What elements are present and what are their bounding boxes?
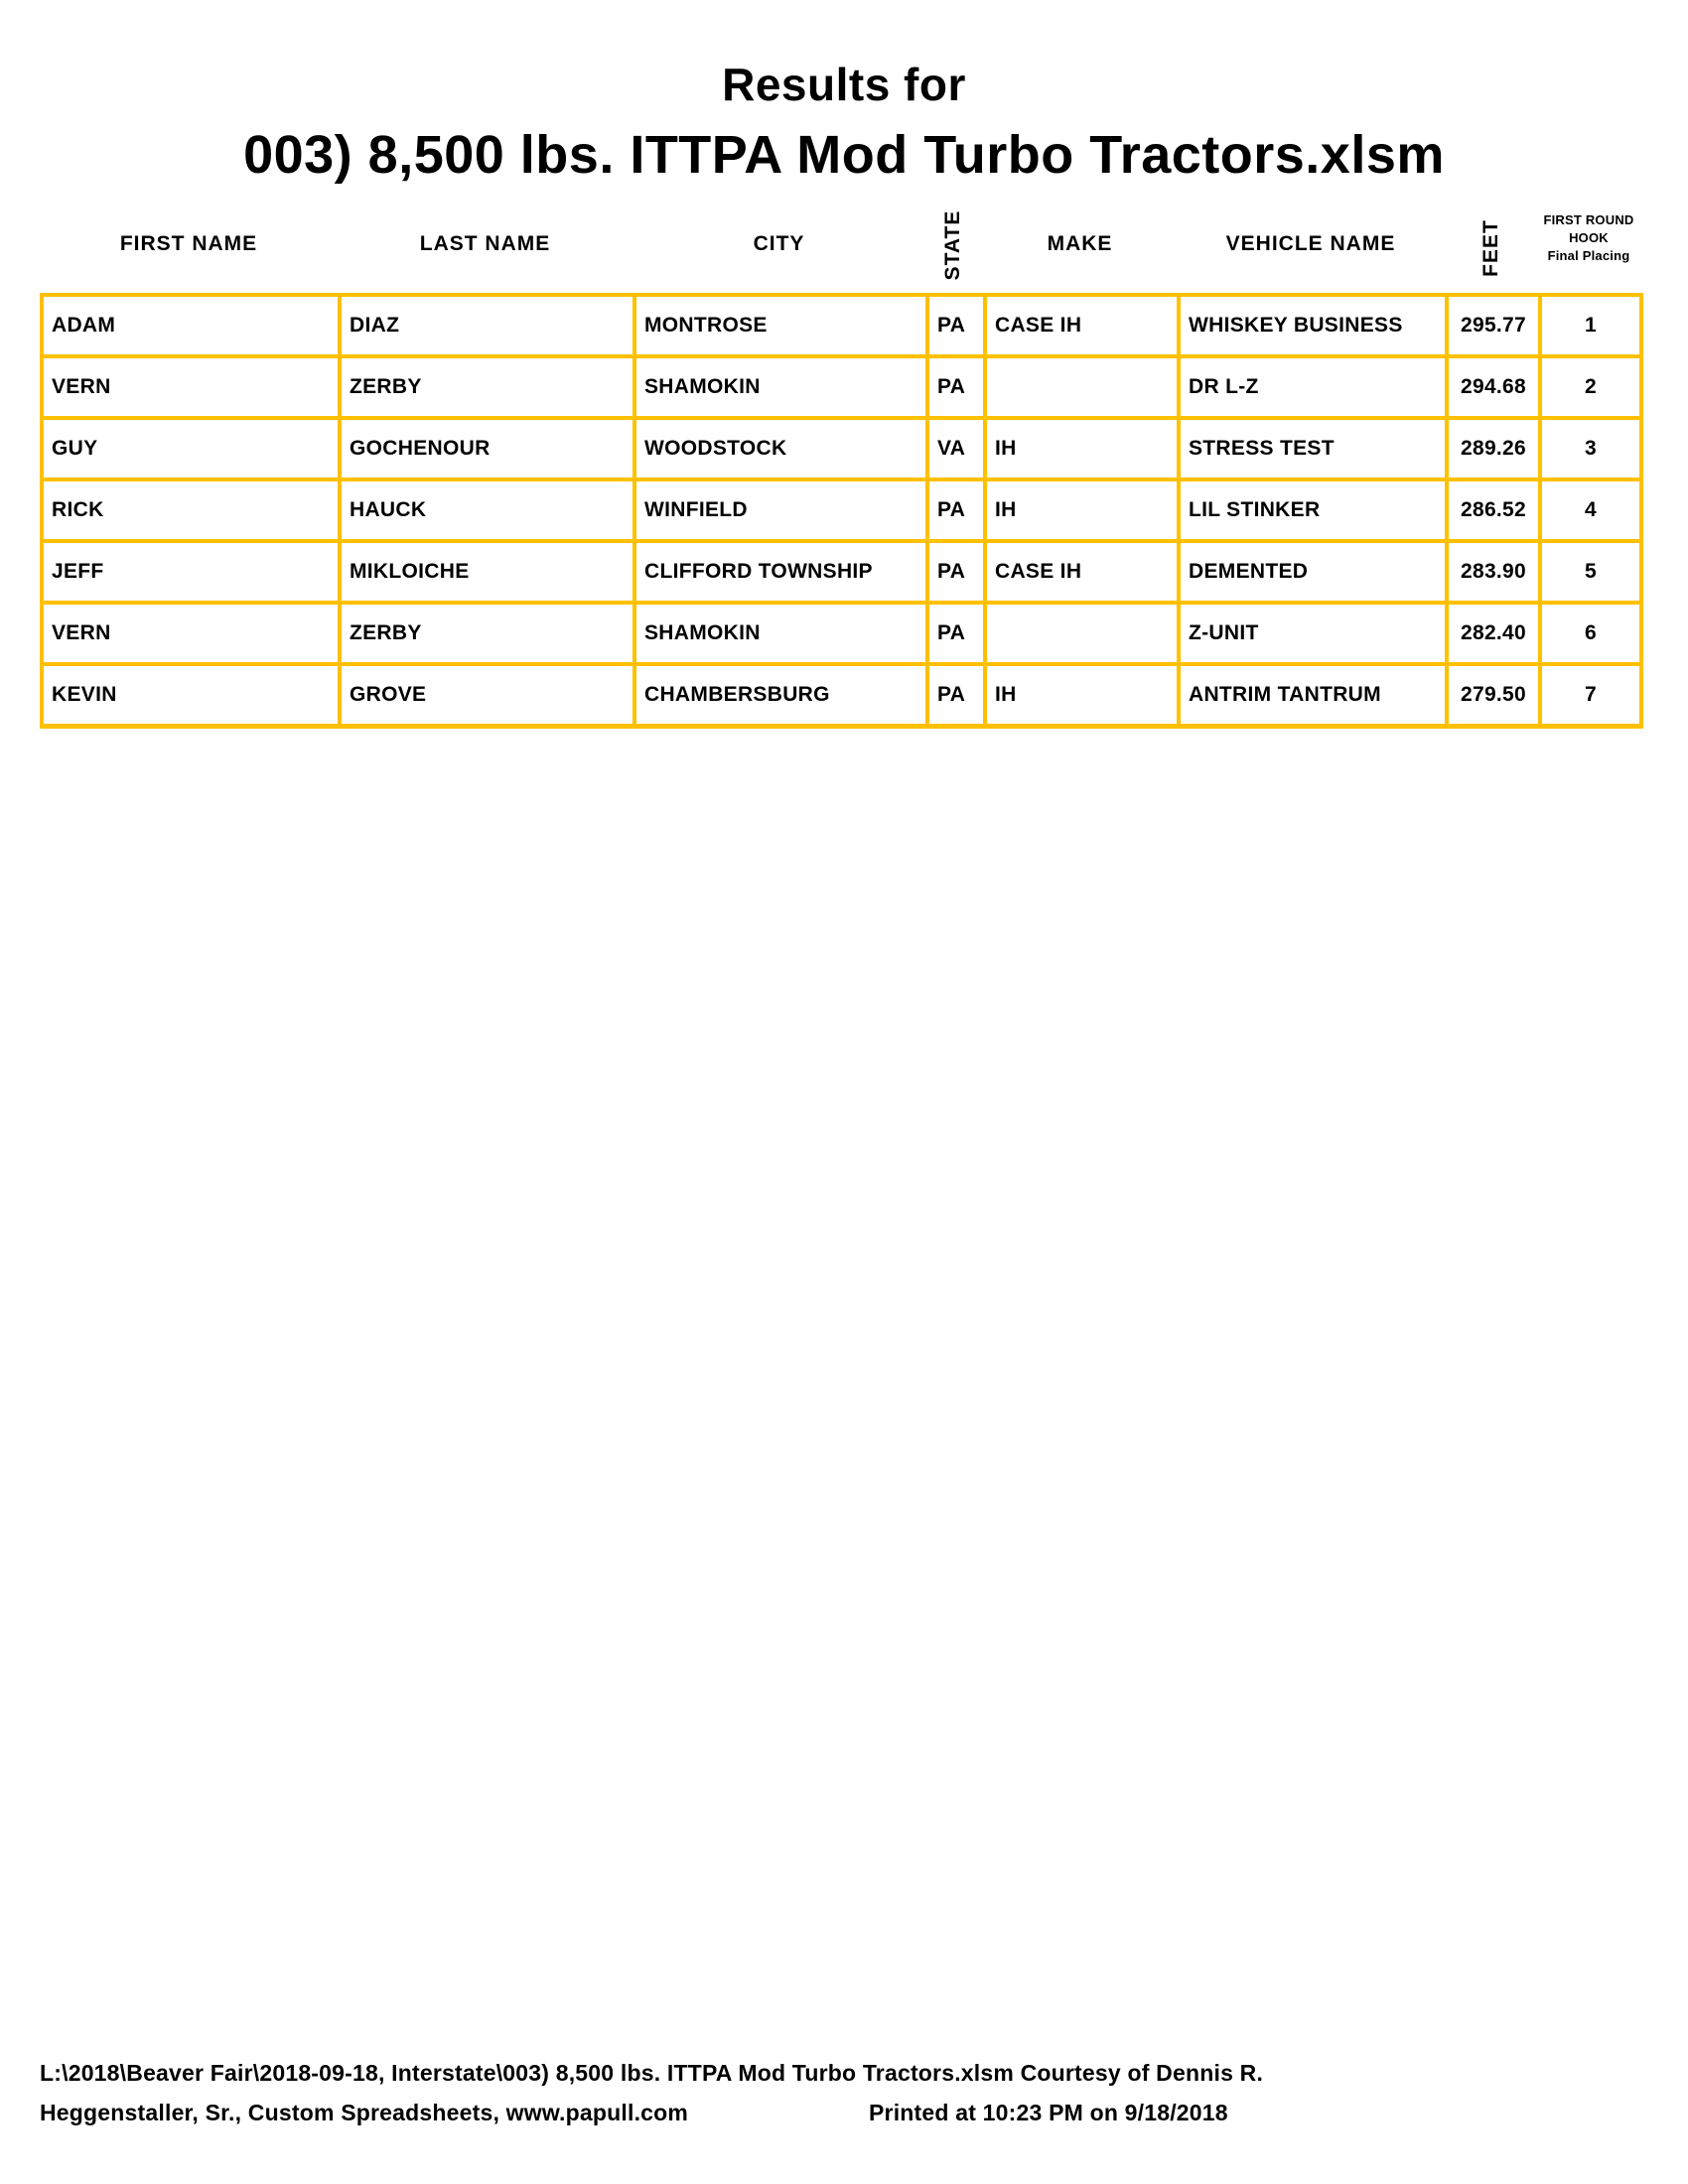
- cell-make: IH: [985, 418, 1179, 479]
- cell-feet: 294.68: [1447, 356, 1540, 418]
- column-header-feet: FEET: [1479, 219, 1502, 277]
- cell-feet: 282.40: [1447, 603, 1540, 664]
- page-footer: [40, 2053, 1648, 2132]
- cell-last-name: GOCHENOUR: [340, 418, 634, 479]
- cell-city: CLIFFORD TOWNSHIP: [634, 541, 927, 603]
- cell-state: PA: [927, 664, 985, 727]
- cell-feet: 295.77: [1447, 295, 1540, 356]
- table-row: [42, 664, 1641, 727]
- column-header-placing: [1538, 211, 1639, 265]
- cell-first-name: RICK: [42, 479, 340, 541]
- report-title: Results for: [722, 59, 966, 110]
- cell-first-name: JEFF: [42, 541, 340, 603]
- cell-placing: 2: [1540, 356, 1641, 418]
- report-subtitle-filename: 003) 8,500 lbs. ITTPA Mod Turbo Tractors.xlsm: [243, 125, 1445, 185]
- cell-first-name: VERN: [42, 356, 340, 418]
- cell-state: PA: [927, 603, 985, 664]
- column-header-last-name: LAST NAME: [419, 232, 551, 255]
- cell-city: SHAMOKIN: [634, 356, 927, 418]
- cell-state: PA: [927, 356, 985, 418]
- cell-make: IH: [985, 664, 1179, 727]
- footer-printed-timestamp: Printed at 10:23 PM on 9/18/2018: [869, 2100, 1228, 2125]
- cell-placing: 7: [1540, 664, 1641, 727]
- cell-vehicle-name: LIL STINKER: [1179, 479, 1447, 541]
- cell-vehicle-name: WHISKEY BUSINESS: [1179, 295, 1447, 356]
- table-row: [42, 356, 1641, 418]
- cell-feet: 283.90: [1447, 541, 1540, 603]
- column-header-placing-line3: Final Placing: [1547, 248, 1630, 263]
- cell-city: MONTROSE: [634, 295, 927, 356]
- cell-feet: 279.50: [1447, 664, 1540, 727]
- footer-file-path-line: L:\2018\Beaver Fair\2018-09-18, Interstate\003) 8,500 lbs. ITTPA Mod Turbo Tractors.xlsm Courtesy of Dennis R.: [40, 2060, 1264, 2086]
- cell-first-name: KEVIN: [42, 664, 340, 727]
- cell-last-name: MIKLOICHE: [340, 541, 634, 603]
- cell-make: [985, 603, 1179, 664]
- cell-vehicle-name: Z-UNIT: [1179, 603, 1447, 664]
- cell-vehicle-name: DR L-Z: [1179, 356, 1447, 418]
- cell-state: PA: [927, 295, 985, 356]
- column-header-city: CITY: [753, 232, 805, 255]
- results-table: [40, 293, 1643, 729]
- cell-last-name: GROVE: [340, 664, 634, 727]
- cell-placing: 5: [1540, 541, 1641, 603]
- table-row: [42, 418, 1641, 479]
- cell-last-name: ZERBY: [340, 356, 634, 418]
- table-row: [42, 295, 1641, 356]
- table-row: [42, 541, 1641, 603]
- cell-state: VA: [927, 418, 985, 479]
- cell-first-name: VERN: [42, 603, 340, 664]
- column-header-vehicle-name: VEHICLE NAME: [1225, 232, 1396, 255]
- cell-make: CASE IH: [985, 295, 1179, 356]
- table-row: [42, 603, 1641, 664]
- cell-placing: 6: [1540, 603, 1641, 664]
- cell-placing: 4: [1540, 479, 1641, 541]
- cell-city: WINFIELD: [634, 479, 927, 541]
- footer-credit-line: [40, 2093, 1648, 2132]
- cell-vehicle-name: ANTRIM TANTRUM: [1179, 664, 1447, 727]
- cell-city: CHAMBERSBURG: [634, 664, 927, 727]
- cell-feet: 286.52: [1447, 479, 1540, 541]
- column-header-state: STATE: [941, 209, 964, 281]
- column-header-make: MAKE: [1047, 232, 1113, 255]
- column-header-placing-line2: HOOK: [1569, 230, 1609, 245]
- column-header-first-name: FIRST NAME: [119, 232, 258, 255]
- cell-make: CASE IH: [985, 541, 1179, 603]
- cell-feet: 289.26: [1447, 418, 1540, 479]
- footer-credit-text: Heggenstaller, Sr., Custom Spreadsheets, www.papull.com: [40, 2100, 689, 2125]
- cell-last-name: ZERBY: [340, 603, 634, 664]
- cell-vehicle-name: DEMENTED: [1179, 541, 1447, 603]
- cell-first-name: GUY: [42, 418, 340, 479]
- cell-state: PA: [927, 541, 985, 603]
- cell-vehicle-name: STRESS TEST: [1179, 418, 1447, 479]
- column-header-placing-line1: FIRST ROUND: [1543, 212, 1634, 227]
- cell-placing: 3: [1540, 418, 1641, 479]
- cell-make: IH: [985, 479, 1179, 541]
- cell-last-name: HAUCK: [340, 479, 634, 541]
- table-row: [42, 479, 1641, 541]
- cell-state: PA: [927, 479, 985, 541]
- cell-first-name: ADAM: [42, 295, 340, 356]
- cell-city: SHAMOKIN: [634, 603, 927, 664]
- cell-make: [985, 356, 1179, 418]
- cell-placing: 1: [1540, 295, 1641, 356]
- cell-last-name: DIAZ: [340, 295, 634, 356]
- cell-city: WOODSTOCK: [634, 418, 927, 479]
